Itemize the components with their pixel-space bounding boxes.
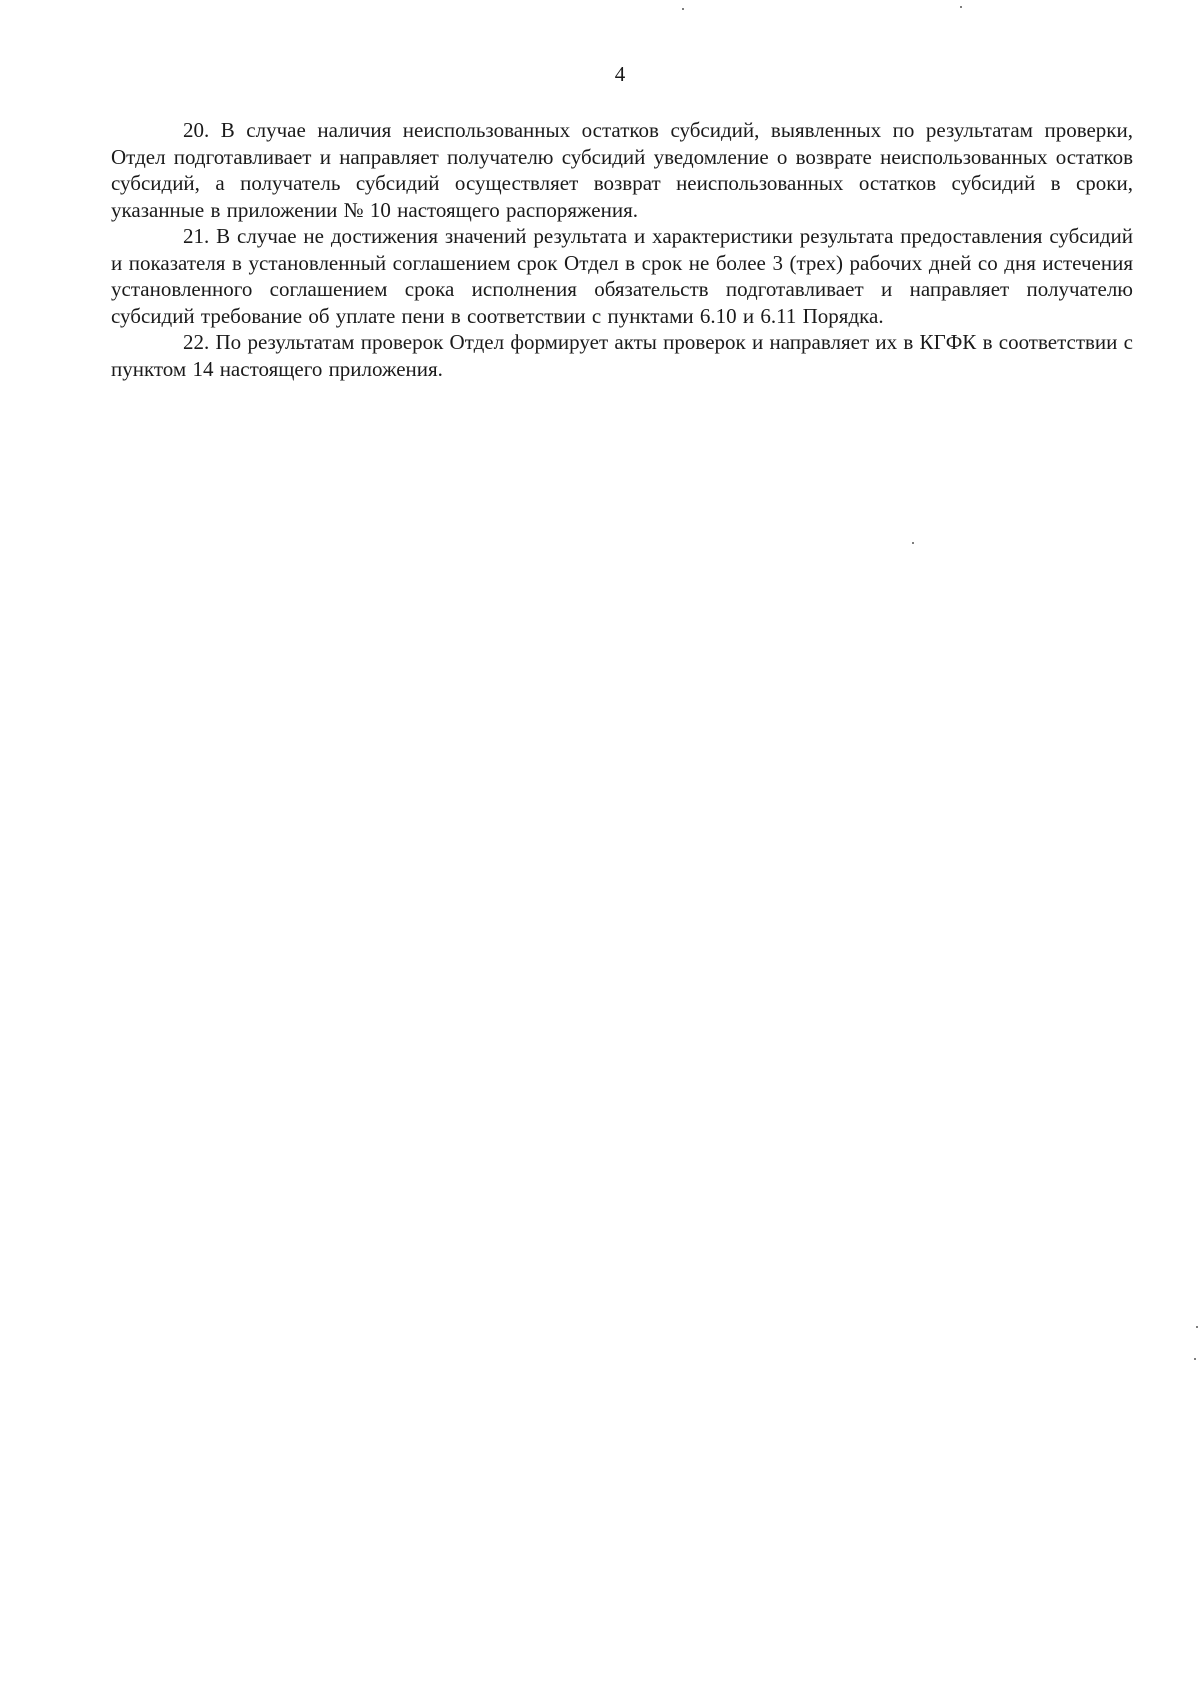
paragraph-22: 22. По результатам проверок Отдел формирует акты проверок и направляет их в КГФК в соответствии с пунктом 14 настоящего приложения. [111, 330, 1133, 381]
document-body [111, 117, 1133, 382]
scan-speck [1196, 1326, 1198, 1328]
scan-speck [1194, 1358, 1196, 1360]
scan-speck [960, 6, 962, 8]
paragraph-21: 21. В случае не достижения значений результата и характеристики результата предоставления субсидий и показателя в установленный соглашением срок Отдел в срок не более 3 (трех) рабочих дней со дня истечения установленного соглашением срока исполнения обязательств подготавливает и направляет получателю субсидий требование об уплате пени в соответствии с пунктами 6.10 и 6.11 Порядка. [111, 224, 1133, 328]
scan-speck [912, 542, 914, 544]
page-number: 4 [614, 62, 626, 86]
paragraph-20: 20. В случае наличия неиспользованных остатков субсидий, выявленных по результатам проверки, Отдел подготавливает и направляет получателю субсидий уведомление о возврате неиспользованных остатков субсидий, а получатель субсидий осуществляет возврат неиспользованных остатков субсидий в сроки, указанные в приложении № 10 настоящего распоряжения. [111, 118, 1133, 222]
scan-speck [682, 8, 684, 10]
